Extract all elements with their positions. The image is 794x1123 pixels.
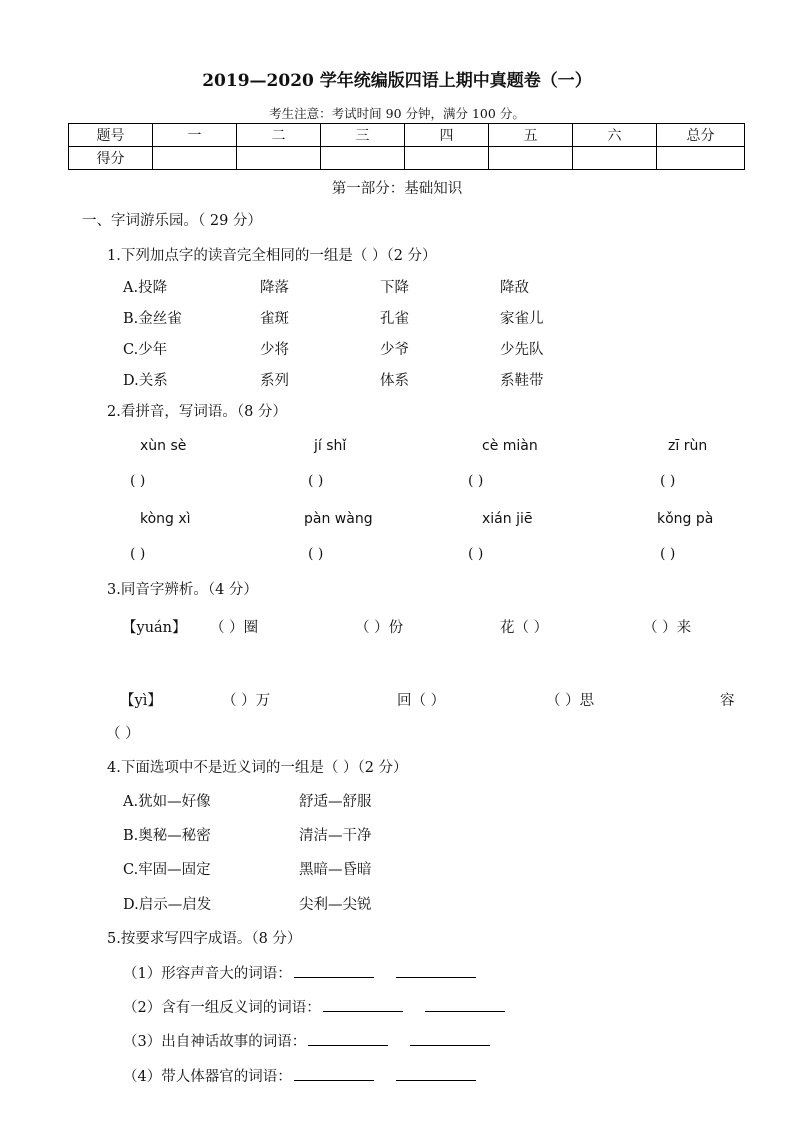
homophone-item[interactable]: 回（ ） [397,693,446,709]
homophone-item: 容 [720,693,735,709]
answer-blank[interactable]: ( ) [130,546,146,562]
question-4-stem: 4.下面选项中不是近义词的一组是（ ）（2 分） [107,760,408,776]
answer-blank[interactable]: ( ) [468,473,484,489]
q1-word: 降落 [260,280,289,296]
answer-line[interactable] [410,1030,490,1046]
score-table [68,123,745,170]
q4-pair: 黑暗—昏暗 [299,862,372,878]
score-header-cell: 五 [489,124,573,147]
homophone-item[interactable]: （ ） [106,726,140,742]
q1-word: 少先队 [500,342,544,358]
section-heading: 一、字词游乐园。（ 29 分） [82,213,262,229]
answer-line[interactable] [396,1065,476,1081]
q1-word: 系列 [260,373,289,389]
answer-blank[interactable]: ( ) [308,473,324,489]
question-3-stem: 3.同音字辨析。（4 分） [107,582,258,598]
answer-blank[interactable]: ( ) [660,473,676,489]
q4-option-d: D.启示—启发 [123,897,212,913]
q1-word: 少爷 [380,342,409,358]
score-cell[interactable] [405,147,489,170]
idiom-prompt-label: （2）含有一组反义词的词语： [123,1000,321,1016]
homophone-item[interactable]: （ ）份 [355,620,404,636]
idiom-prompt-label: （3）出自神话故事的词语： [123,1034,307,1050]
score-header-cell: 四 [405,124,489,147]
idiom-prompt-label: （1）形容声音大的词语： [123,966,292,982]
pinyin: kǒng pà [657,511,714,527]
score-header-cell: 二 [237,124,321,147]
idiom-prompt [123,1030,490,1051]
score-cell[interactable] [153,147,237,170]
answer-line[interactable] [294,962,374,978]
q1-word: 孔雀 [380,311,409,327]
homophone-item[interactable]: （ ）万 [222,693,271,709]
question-2-stem: 2.看拼音，写词语。（8 分） [107,404,287,420]
score-header-cell: 总分 [657,124,745,147]
answer-blank[interactable]: ( ) [660,546,676,562]
score-cell[interactable] [321,147,405,170]
score-cell[interactable] [657,147,745,170]
q4-pair: 尖利—尖锐 [299,897,372,913]
q1-word: 雀斑 [260,311,289,327]
q1-word: 下降 [380,280,409,296]
answer-line[interactable] [396,962,476,978]
pinyin: jí shǐ [314,438,347,454]
pinyin: xùn sè [140,438,187,454]
q4-pair: 舒适—舒服 [299,794,372,810]
score-cell[interactable] [489,147,573,170]
pinyin: xián jiē [482,511,533,527]
pinyin: cè miàn [482,438,538,454]
idiom-prompt [123,1065,476,1086]
score-table-header-row [69,124,745,147]
score-cell[interactable] [237,147,321,170]
q1-word: 系鞋带 [500,373,544,389]
q4-option-b: B.奥秘—秘密 [123,828,211,844]
homophone-item[interactable]: （ ）思 [546,693,595,709]
score-header-cell: 三 [321,124,405,147]
q4-option-a: A.犹如—好像 [123,794,211,810]
answer-line[interactable] [323,996,403,1012]
q1-option-a: A.投降 [123,280,168,296]
score-table-score-row [69,147,745,170]
q1-word: 少将 [260,342,289,358]
pinyin: zī rùn [668,438,708,454]
q1-option-c: C.少年 [123,342,168,358]
score-header-cell: 一 [153,124,237,147]
score-header-cell: 六 [573,124,657,147]
exam-notice: 考生注意：考试时间 90 分钟，满分 100 分。 [269,106,525,121]
question-1-stem: 1.下列加点字的读音完全相同的一组是（ ）（2 分） [107,248,437,264]
q1-word: 家雀儿 [500,311,544,327]
homophone-item[interactable]: （ ）圈 [210,620,259,636]
idiom-prompt [123,996,505,1017]
answer-line[interactable] [294,1065,374,1081]
q4-option-c: C.牢固—固定 [123,862,211,878]
q1-option-b: B.金丝雀 [123,311,182,327]
pinyin: kòng xì [140,511,191,527]
question-5-stem: 5.按要求写四字成语。（8 分） [107,931,302,947]
q4-pair: 清洁—干净 [299,828,372,844]
score-header-cell: 题号 [69,124,153,147]
answer-blank[interactable]: ( ) [308,546,324,562]
homophone-item[interactable]: 花（ ） [500,620,549,636]
answer-line[interactable] [308,1030,388,1046]
answer-blank[interactable]: ( ) [130,473,146,489]
answer-line[interactable] [425,996,505,1012]
score-row-label: 得分 [69,147,153,170]
pinyin: pàn wàng [304,511,373,527]
q1-option-d: D.关系 [123,373,168,389]
part-heading: 第一部分：基础知识 [331,181,463,197]
idiom-prompt [123,962,476,983]
answer-blank[interactable]: ( ) [468,546,484,562]
page-title: 2019—2020 学年统编版四语上期中真题卷（一） [202,71,592,91]
homophone-item[interactable]: （ ）来 [643,620,692,636]
homophone-label: 【yuán】 [122,620,187,636]
score-cell[interactable] [573,147,657,170]
idiom-prompt-label: （4）带人体器官的词语： [123,1069,292,1085]
homophone-label: 【yì】 [120,693,162,709]
q1-word: 降敌 [500,280,529,296]
q1-word: 体系 [380,373,409,389]
